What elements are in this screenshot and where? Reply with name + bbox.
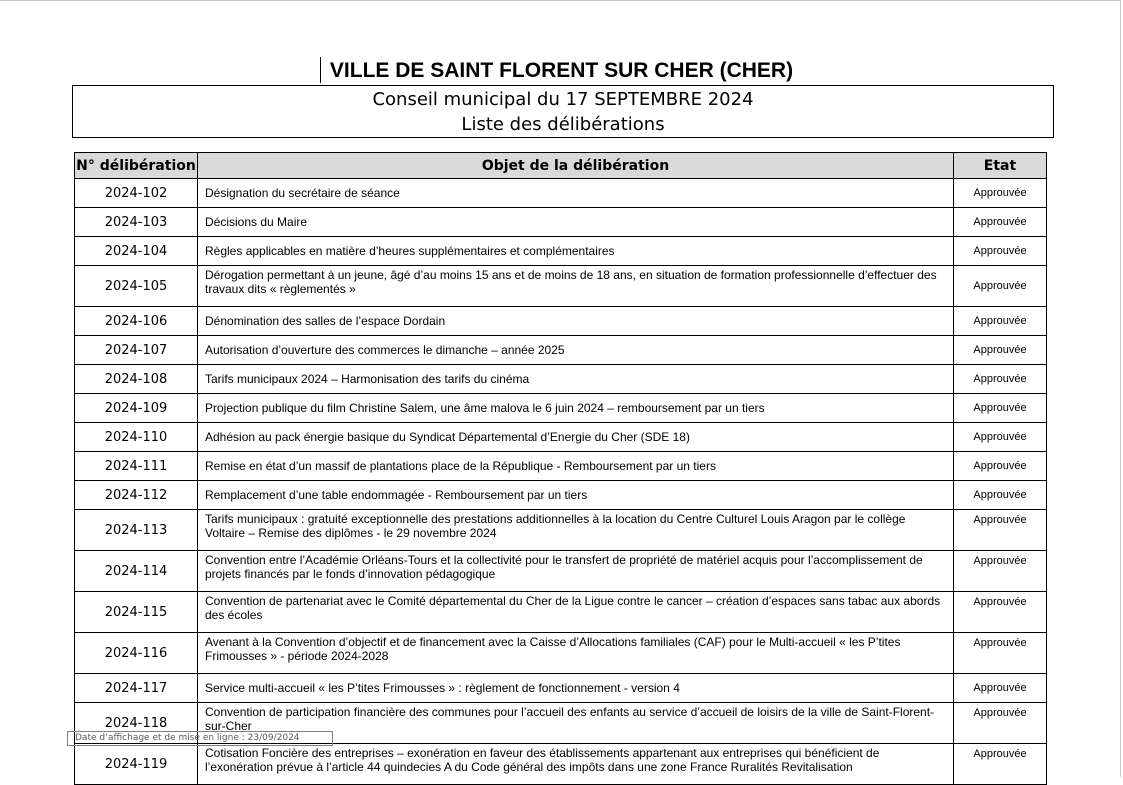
deliberation-status: Approuvée — [954, 307, 1047, 336]
deliberation-number: 2024-107 — [75, 336, 198, 365]
deliberation-number: 2024-115 — [75, 592, 198, 633]
table-row — [75, 423, 1047, 452]
table-row — [75, 237, 1047, 266]
deliberation-status: Approuvée — [954, 237, 1047, 266]
table-row — [75, 633, 1047, 674]
page-title: VILLE DE SAINT FLORENT SUR CHER (CHER) — [329, 59, 794, 82]
deliberation-number: 2024-112 — [75, 481, 198, 510]
table-row — [75, 365, 1047, 394]
table-row — [75, 266, 1047, 307]
deliberation-object: Remplacement d’une table endommagée - Remboursement par un tiers — [198, 481, 954, 510]
deliberation-number: 2024-110 — [75, 423, 198, 452]
deliberation-number: 2024-108 — [75, 365, 198, 394]
deliberation-object: Projection publique du film Christine Salem, une âme malova le 6 juin 2024 – remboursement par un tiers — [198, 394, 954, 423]
deliberation-object: Service multi-accueil « les P’tites Frimousses » : règlement de fonctionnement - version 4 — [198, 674, 954, 703]
table-row — [75, 481, 1047, 510]
table-row — [75, 452, 1047, 481]
deliberation-number: 2024-103 — [75, 208, 198, 237]
deliberation-object: Tarifs municipaux 2024 – Harmonisation des tarifs du cinéma — [198, 365, 954, 394]
table-row — [75, 551, 1047, 592]
deliberation-object: Remise en état d’un massif de plantations place de la République - Remboursement par un tiers — [198, 452, 954, 481]
deliberation-status: Approuvée — [954, 510, 1047, 551]
table-row — [75, 510, 1047, 551]
deliberation-status: Approuvée — [954, 481, 1047, 510]
deliberation-object: Convention entre l’Académie Orléans-Tours et la collectivité pour le transfert de propriété de matériel acquis pour l’accomplissement de projets financés par le fonds d’innovation pédagogique — [198, 551, 954, 592]
deliberation-object: Convention de partenariat avec le Comité départemental du Cher de la Ligue contre le cancer – création d’espaces sans tabac aux abords des écoles — [198, 592, 954, 633]
deliberation-object: Convention de participation financière des communes pour l’accueil des enfants au service d’accueil de loisirs de la ville de Saint-Florent-sur-Cher — [198, 703, 954, 744]
deliberation-object: Règles applicables en matière d’heures supplémentaires et complémentaires — [198, 237, 954, 266]
deliberation-status: Approuvée — [954, 179, 1047, 208]
deliberation-object: Adhésion au pack énergie basique du Syndicat Départemental d’Energie du Cher (SDE 18) — [198, 423, 954, 452]
column-header-object: Objet de la délibération — [198, 153, 954, 179]
column-header-number: N° délibération — [75, 153, 198, 179]
deliberation-object: Cotisation Foncière des entreprises – exonération en faveur des établissements appartenant aux entreprises qui bénéficient de l’exonération prévue à l’article 44 quindecies A du Code général des impôts dans une zone France Ruralités Revitalisation — [198, 744, 954, 785]
deliberation-status: Approuvée — [954, 266, 1047, 307]
deliberation-number: 2024-104 — [75, 237, 198, 266]
deliberation-status: Approuvée — [954, 674, 1047, 703]
deliberation-number: 2024-109 — [75, 394, 198, 423]
deliberation-status: Approuvée — [954, 394, 1047, 423]
title-box — [72, 85, 1054, 138]
deliberations-table — [74, 152, 1047, 785]
table-row — [75, 208, 1047, 237]
deliberation-status: Approuvée — [954, 703, 1047, 744]
deliberation-number: 2024-119 — [75, 744, 198, 785]
deliberation-object: Tarifs municipaux : gratuité exceptionnelle des prestations additionnelles à la location du Centre Culturel Louis Aragon par le collège Voltaire – Remise des diplômes - le 29 novembre 2024 — [198, 510, 954, 551]
council-title: Conseil municipal du 17 SEPTEMBRE 2024 — [372, 89, 754, 110]
deliberation-object: Avenant à la Convention d’objectif et de financement avec la Caisse d’Allocations familiales (CAF) pour le Multi-accueil « les P’tites Frimousses » - période 2024-2028 — [198, 633, 954, 674]
table-row — [75, 592, 1047, 633]
deliberation-number: 2024-106 — [75, 307, 198, 336]
deliberation-number: 2024-113 — [75, 510, 198, 551]
deliberation-number: 2024-114 — [75, 551, 198, 592]
deliberation-status: Approuvée — [954, 423, 1047, 452]
table-row — [75, 744, 1047, 785]
deliberation-status: Approuvée — [954, 208, 1047, 237]
table-row — [75, 307, 1047, 336]
list-title: Liste des délibérations — [461, 114, 665, 135]
deliberation-object: Autorisation d’ouverture des commerces le dimanche – année 2025 — [198, 336, 954, 365]
deliberation-number: 2024-117 — [75, 674, 198, 703]
deliberation-number: 2024-105 — [75, 266, 198, 307]
table-row — [75, 179, 1047, 208]
deliberation-number: 2024-116 — [75, 633, 198, 674]
deliberation-object: Désignation du secrétaire de séance — [198, 179, 954, 208]
deliberation-object: Décisions du Maire — [198, 208, 954, 237]
deliberation-status: Approuvée — [954, 551, 1047, 592]
table-row — [75, 674, 1047, 703]
deliberation-number: 2024-118 — [75, 703, 198, 744]
deliberation-status: Approuvée — [954, 365, 1047, 394]
table-row — [75, 336, 1047, 365]
deliberation-object: Dérogation permettant à un jeune, âgé d’au moins 15 ans et de moins de 18 ans, en situation de formation professionnelle d’effectuer des travaux dits « règlementés » — [198, 266, 954, 307]
deliberation-status: Approuvée — [954, 592, 1047, 633]
deliberation-number: 2024-102 — [75, 179, 198, 208]
deliberation-number: 2024-111 — [75, 452, 198, 481]
table-row — [75, 394, 1047, 423]
table-header-row — [75, 153, 1047, 179]
deliberation-status: Approuvée — [954, 452, 1047, 481]
display-date-stamp: Date d’affichage et de mise en ligne : 23/09/2024 — [67, 731, 333, 746]
deliberation-status: Approuvée — [954, 633, 1047, 674]
deliberation-object: Dénomination des salles de l’espace Dordain — [198, 307, 954, 336]
deliberation-status: Approuvée — [954, 744, 1047, 785]
column-header-status: Etat — [954, 153, 1047, 179]
deliberation-status: Approuvée — [954, 336, 1047, 365]
